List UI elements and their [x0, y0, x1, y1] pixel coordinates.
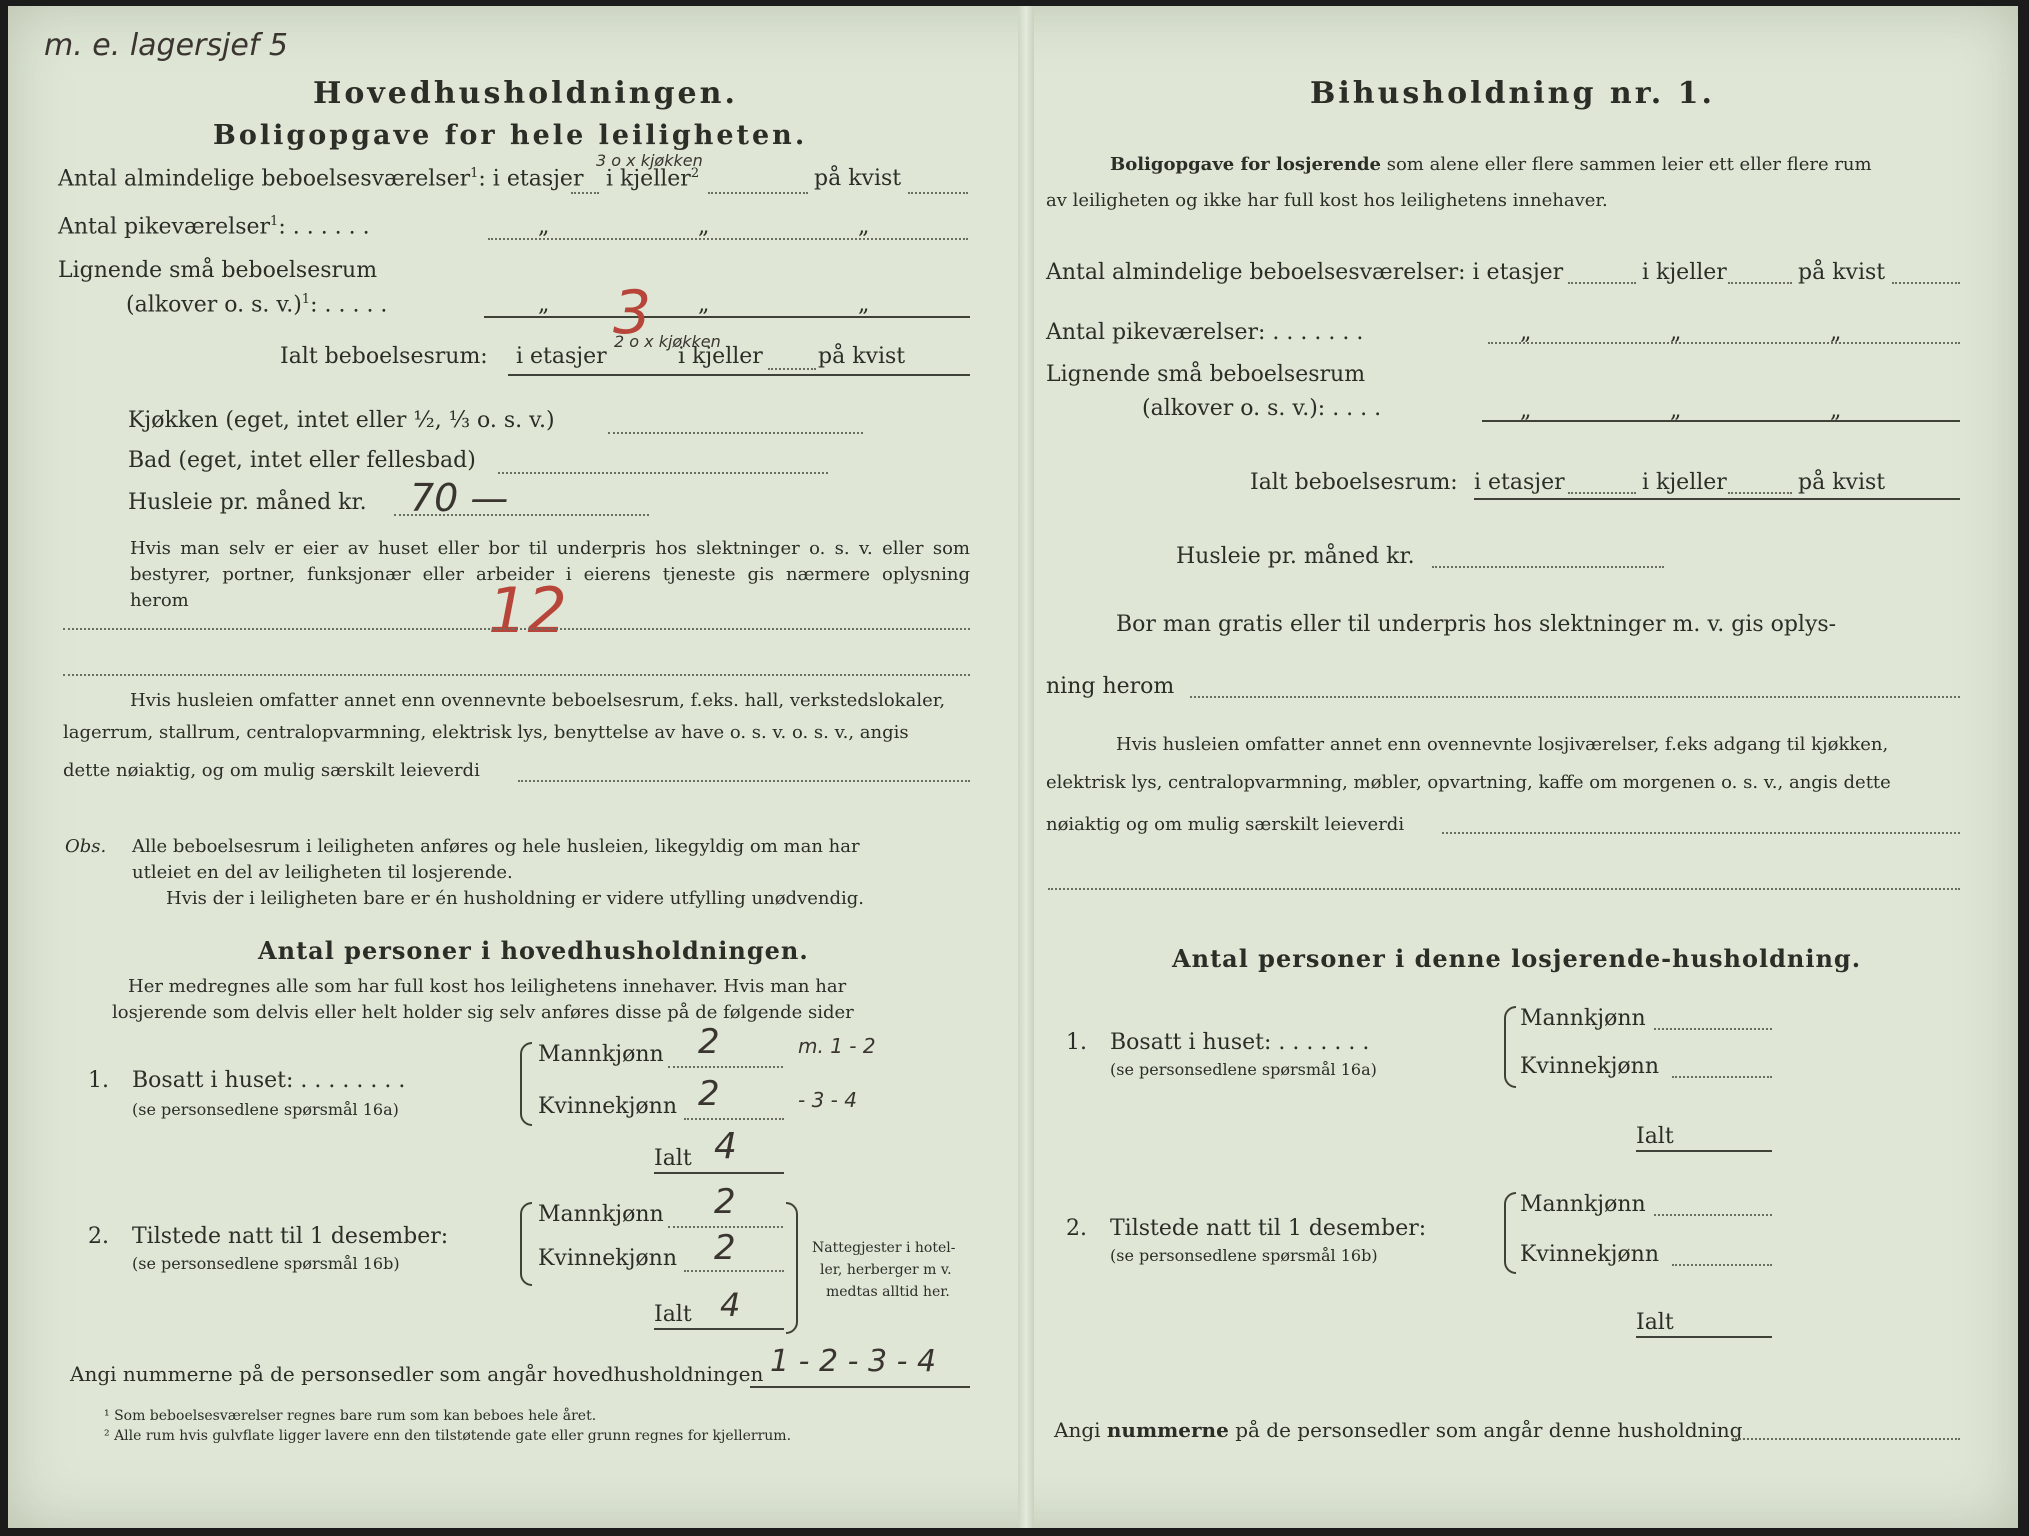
census-form-sheet: m. e. lagersjef 5 Hovedhusholdningen. Boligopgave for hele leiligheten. Antal almindelige beboelsesværelser$^1$: i etasjer i kjeller$^2$ på kvist 3 o x kjøkken Antal pikeværelser$^1$: . . . . . . „ „ „ Lignende små beboelsesrum (alkover o. s. v.)$^1$: . . . . . „ „ „ 3 Ialt beboelsesrum: i etasjer i kjeller på kvist 2 o x kjøkken Kjøkken (eget, intet eller ½, ⅓ o. s. v.) Bad (eget, intet eller fellesbad) Husleie pr. måned kr. 70 — Hvis man selv er eier av huset eller bor til underpris hos slektninger o. s. v. eller som bestyrer, portner, funksjonær eller arbeider i eierens tjeneste gis nærmere oplysning herom 12 Hvis husleien omfatter annet enn ovennevnte beboelsesrum, f.eks. hall, verkstedslokaler, lagerrum, stallrum, centralopvarmning, elektrisk lys, benyttelse av have o. s. v. o. s. v., angis dette nøiaktig, og om mulig særskilt leieverdi Obs. Alle beboelsesrum i leiligheten anføres og hele husleien, likegyldig om man har utleiet en del av leiligheten til losjerende. Hvis der i leiligheten bare er én husholdning er videre utfylling unødvendig. Antal personer i hovedhusholdningen. Her medregnes alle som har full kost hos leilighetens innehaver. Hvis man har losjerende som delvis eller helt holder sig selv anføres disse på de følgende sider 1. Bosatt i huset: . . . . . . . . (se personsedlene spørsmål 16a) Mannkjønn 2 m. 1 - 2 Kvinnekjønn 2 - 3 - 4 Ialt 4 2. Tilstede natt til 1 desember: (se personsedlene spørsmål 16b) Mannkjønn 2 Kvinnekjønn 2 Ialt 4 Nattegjester i hotel- ler, herberger m v. medtas alltid her. Angi nummerne på de personsedler som angår hovedhusholdningen 1 - 2 - 3 - 4 ¹ Som beboelsesværelser regnes bare rum som kan beboes hele året. ² Alle rum hvis gulvflate ligger lavere enn den tilstøtende gate eller grunn regnes for kjellerrum. Bihusholdning nr. 1. Boligopgave for losjerende som alene eller flere sammen leier ett eller flere rum av leiligheten og ikke har full kost hos leilighetens innehaver. Antal almindelige beboelsesværelser: i etasjer i kjeller på kvist Antal pikeværelser: . . . . . . . „ „ „ Lignende små beboelsesrum (alkover o. s. v.): . . . . „ „ „ Ialt beboelsesrum: i etasjer i kjeller på kvist Husleie pr. måned kr. Bor man gratis eller til underpris hos slektninger m. v. gis oplys- ning herom Hvis husleien omfatter annet enn ovennevnte losjiværelser, f.eks adgang til kjøkken, elektrisk lys, centralopvarmning, møbler, opvartning, kaffe om morgenen o. s. v., angis dette nøiaktig og om mulig særskilt leieverdi Antal personer i denne losjerende-husholdning. 1. Bosatt i huset: . . . . . . . (se personsedlene spørsmål 16a) Mannkjønn Kvinnekjønn Ialt 2. Tilstede natt til 1 desember: (se personsedlene spørsmål 16b) Mannkjønn Kvinnekjønn Ialt Angi nummerne på de personsedler som angår denne husholdning: [8, 6, 2018, 1528]
q1-sub: (se personsedlene spørsmål 16a): [132, 1100, 399, 1119]
q2-male-value: 2: [714, 1182, 736, 1222]
q1-male-note: m. 1 - 2: [798, 1034, 876, 1058]
right-title: Bihusholdning nr. 1.: [1310, 76, 1715, 111]
right-extra-2: elektrisk lys, centralopvarmning, møbler, opvartning, kaffe om morgenen o. s. v., angis dette: [1046, 772, 1891, 793]
right-total-label: Ialt beboelsesrum:: [1250, 470, 1458, 495]
left-rooms-row3-sub: (alkover o. s. v.)$^1$: . . . . .: [126, 292, 388, 318]
left-rooms-row3-label: Lignende små beboelsesrum: [58, 258, 378, 283]
owner-note: Hvis man selv er eier av huset eller bor til underpris hos slektninger o. s. v. eller som bestyrer, portner, funksjonær eller arbeider i eierens tjeneste gis nærmere oplysning herom: [130, 538, 970, 611]
obs-label: Obs.: [65, 836, 107, 857]
q1-total-value: 4: [714, 1126, 737, 1167]
right-gratis-2: ning herom: [1046, 674, 1175, 699]
right-q1-label: Bosatt i huset: . . . . . . .: [1110, 1030, 1370, 1055]
left-rooms-row2-label: Antal pikeværelser$^1$: . . . . . .: [58, 214, 370, 240]
right-rooms-row3-sub: (alkover o. s. v.): . . . .: [1142, 396, 1382, 421]
q1-label: Bosatt i huset: . . . . . . . .: [132, 1068, 406, 1093]
right-numbers-label: Angi nummerne på de personsedler som angår denne husholdning: [1054, 1418, 1743, 1442]
bath-label: Bad (eget, intet eller fellesbad): [128, 448, 476, 473]
right-rooms-row1: Antal almindelige beboelsesværelser: i etasjer: [1046, 260, 1564, 285]
q1-male-value: 2: [698, 1022, 720, 1062]
right-q2-label: Tilstede natt til 1 desember:: [1110, 1216, 1427, 1241]
q2-label: Tilstede natt til 1 desember:: [132, 1224, 449, 1249]
q2-female-value: 2: [714, 1228, 736, 1268]
left-persons-title: Antal personer i hovedhusholdningen.: [258, 936, 809, 965]
hw-kjokken-note-2: 2 o x kjøkken: [614, 332, 721, 351]
extra-note-2: lagerrum, stallrum, centralopvarmning, elektrisk lys, benyttelse av have o. s. v. o. s. v., angis: [63, 722, 909, 743]
persons-note-2: losjerende som delvis eller helt holder sig selv anføres disse på de følgende sider: [112, 1002, 854, 1023]
kitchen-label: Kjøkken (eget, intet eller ½, ⅓ o. s. v.): [128, 408, 555, 433]
left-subtitle: Boligopgave for hele leiligheten.: [213, 120, 808, 151]
extra-note-3: dette nøiaktig, og om mulig særskilt leieverdi: [63, 760, 480, 781]
right-q1-sub: (se personsedlene spørsmål 16a): [1110, 1060, 1377, 1079]
page-fold: [1018, 6, 1034, 1528]
q2-total-value: 4: [720, 1286, 741, 1324]
left-total-label: Ialt beboelsesrum:: [280, 344, 488, 369]
left-numbers-value: 1 - 2 - 3 - 4: [770, 1344, 937, 1379]
right-extra-3: nøiaktig og om mulig særskilt leieverdi: [1046, 814, 1405, 835]
obs-text-1: Alle beboelsesrum i leiligheten anføres og hele husleien, likegyldig om man har: [132, 836, 860, 857]
q2-sub: (se personsedlene spørsmål 16b): [132, 1254, 400, 1273]
marginal-note: m. e. lagersjef 5: [44, 28, 288, 63]
right-rooms-row3: Lignende små beboelsesrum: [1046, 362, 1366, 387]
right-persons-title: Antal personer i denne losjerende-husholdning.: [1172, 944, 1862, 973]
right-rooms-row2: Antal pikeværelser: . . . . . . .: [1046, 320, 1364, 345]
hw-etasjer-value: 3: [613, 278, 652, 348]
rent-label: Husleie pr. måned kr.: [128, 490, 367, 515]
right-intro-1: Boligopgave for losjerende som alene eller flere sammen leier ett eller flere rum: [1110, 154, 1872, 175]
hw-big-mark: 12: [488, 574, 567, 647]
right-extra-1: Hvis husleien omfatter annet enn ovennevnte losjiværelser, f.eks adgang til kjøkken,: [1116, 734, 1889, 755]
persons-note-1: Her medregnes alle som har full kost hos leilighetens innehaver. Hvis man har: [128, 976, 847, 997]
left-rooms-row1-kjeller: i kjeller$^2$: [606, 166, 700, 192]
left-title: Hovedhusholdningen.: [313, 76, 738, 111]
hw-kjokken-note: 3 o x kjøkken: [596, 151, 703, 170]
right-intro-2: av leiligheten og ikke har full kost hos leilighetens innehaver.: [1046, 190, 1608, 211]
obs-text-2: utleiet en del av leiligheten til losjerende.: [132, 862, 513, 883]
hw-rent-value: 70 —: [410, 476, 509, 520]
right-gratis-1: Bor man gratis eller til underpris hos slektninger m. v. gis oplys-: [1116, 612, 1837, 637]
left-rooms-row1-label: Antal almindelige beboelsesværelser$^1$: i etasjer: [58, 166, 584, 192]
right-rent-label: Husleie pr. måned kr.: [1176, 544, 1415, 569]
right-q2-sub: (se personsedlene spørsmål 16b): [1110, 1246, 1378, 1265]
left-numbers-label: Angi nummerne på de personsedler som angår hovedhusholdningen: [70, 1362, 764, 1386]
footnote-2: ² Alle rum hvis gulvflate ligger lavere enn den tilstøtende gate eller grunn regnes for kjellerrum.: [104, 1428, 792, 1444]
left-rooms-row1-kvist: på kvist: [814, 166, 902, 191]
extra-note-1: Hvis husleien omfatter annet enn ovennevnte beboelsesrum, f.eks. hall, verkstedslokaler,: [130, 690, 946, 711]
footnote-1: ¹ Som beboelsesværelser regnes bare rum som kan beboes hele året.: [104, 1408, 597, 1424]
obs-text-3: Hvis der i leiligheten bare er én husholdning er videre utfylling unødvendig.: [166, 888, 865, 909]
q1-female-note: - 3 - 4: [798, 1088, 857, 1112]
q1-female-value: 2: [698, 1074, 720, 1114]
